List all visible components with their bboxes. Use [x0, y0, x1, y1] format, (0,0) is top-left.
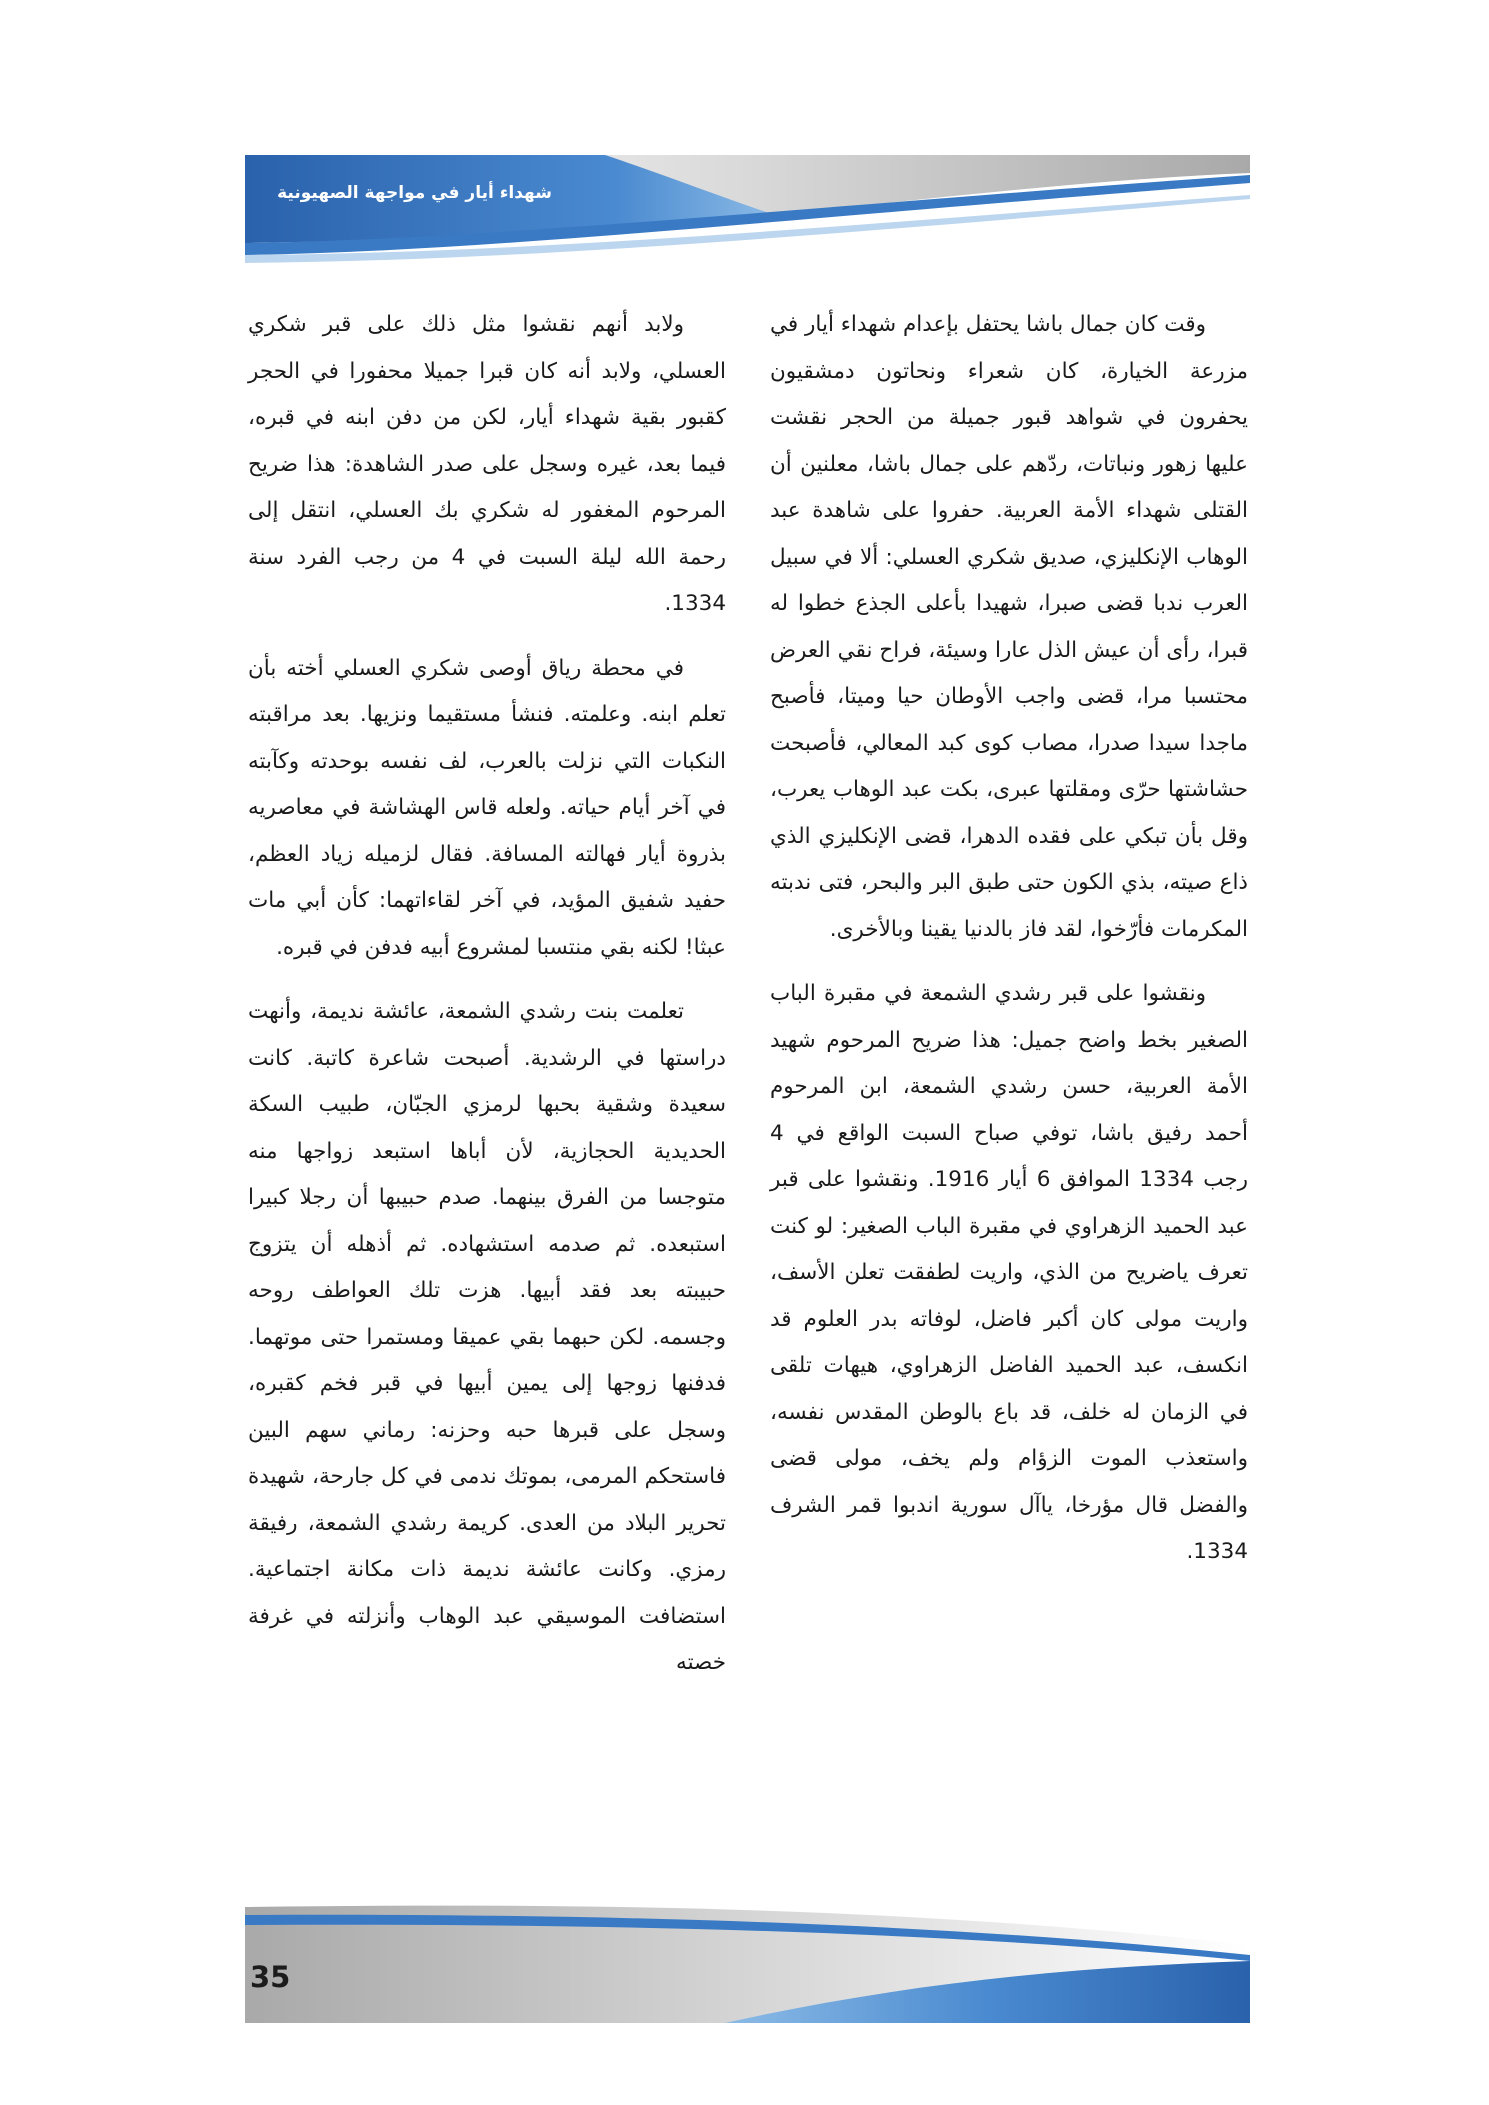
footer-band: [245, 1895, 1250, 2023]
header-title: شهداء أيار في مواجهة الصهيونية: [277, 183, 552, 203]
left-paragraph-1: ولابد أنهم نقشوا مثل ذلك على قبر شكري العسلي، ولابد أنه كان قبرا جميلا محفورا في الحجر كقبور بقية شهداء أيار، لكن من دفن ابنه في قبره، فيما بعد، غيره وسجل على صدر الشاهدة: هذا ضريح المرحوم المغفور له شكري بك العسلي، انتقل إلى رحمة الله ليلة السبت في 4 من رجب الفرد سنة 1334.: [248, 312, 727, 616]
left-paragraph-2: في محطة رياق أوصى شكري العسلي أخته بأن تعلم ابنه. وعلمته. فنشأ مستقيما ونزيها. بعد مراقبته النكبات التي نزلت بالعرب، لف نفسه بوحدته وكآبته في آخر أيام حياته. ولعله قاس الهشاشة في معاصريه بذروة أيار فهالته المسافة. فقال لزميله زياد العظم، حفيد شفيق المؤيد، في آخر لقاءاتهما: كأن أبي مات عبثا! لكنه بقي منتسبا لمشروع أبيه فدفن في قبره.: [248, 655, 726, 960]
left-paragraph-3: تعلمت بنت رشدي الشمعة، عائشة نديمة، وأنهت دراستها في الرشدية. أصبحت شاعرة كاتبة. كانت سعيدة وشقية بحبها لرمزي الجبّان، طبيب السكة الحديدية الحجازية، لأن أباها استبعد زواجها منه متوجسا من الفرق بينهما. صدم حبيبها أن رجلا كبيرا استبعده. ثم صدمه استشهاده. ثم أذهله أن يتزوج حبيبته بعد فقد أبيها. هزت تلك العواطف روحه وجسمه. لكن حبهما بقي عميقا ومستمرا حتى موتهما. فدفنها زوجها إلى يمين أبيها في قبر فخم كقبره، وسجل على قبرها حبه وحزنه: رماني سهم البين فاستحكم المرمى، بموتك ندمى في كل جارحة، شهيدة تحرير البلاد من العدى. كريمة رشدي الشمعة، رفيقة رمزي. وكانت عائشة نديمة ذات مكانة اجتماعية. استضافت الموسيقي عبد الوهاب وأنزلته في غرفة خصته: [248, 999, 726, 1675]
right-column: [770, 302, 1248, 1576]
right-paragraph-1: وقت كان جمال باشا يحتفل بإعدام شهداء أيار في مزرعة الخيارة، كان شعراء ونحاتون دمشقيون يحفرون في شواهد قبور جميلة من الحجر نقشت عليها زهور ونباتات، ردّهم على جمال باشا، معلنين أن القتلى شهداء الأمة العربية. حفروا على شاهدة عبد الوهاب الإنكليزي، صديق شكري العسلي: ألا في سبيل العرب ندبا قضى صبرا، شهيدا بأعلى الجذع خطوا له قبرا، رأى أن عيش الذل عارا وسيئة، فراح نقي العرض محتسبا مرا، قضى واجب الأوطان حيا وميتا، فأصبح ماجدا سيدا صدرا، مصاب كوى كبد المعالي، فأصبحت حشاشتها حرّى ومقلتها عبرى، بكت عبد الوهاب يعرب، وقل بأن تبكي على فقده الدهرا، قضى الإنكليزي الذي ذاع صيته، بذي الكون حتى طبق البر والبحر، فتى ندبته المكرمات فأرّخوا، لقد فاز بالدنيا يقينا وبالأخرى.: [770, 312, 1248, 942]
header-band: [245, 155, 1250, 265]
page-number: 35: [250, 1960, 291, 1994]
right-paragraph-2: ونقشوا على قبر رشدي الشمعة في مقبرة الباب الصغير بخط واضح جميل: هذا ضريح المرحوم شهيد الأمة العربية، حسن رشدي الشمعة، ابن المرحوم أحمد رفيق باشا، توفي صباح السبت الواقع في 4 رجب 1334 الموافق 6 أيار 1916. ونقشوا على قبر عبد الحميد الزهراوي في مقبرة الباب الصغير: لو كنت تعرف ياضريح من الذي، واريت لطفقت تعلن الأسف، واريت مولى كان أكبر فاضل، لوفاته بدر العلوم قد انكسف، عبد الحميد الفاضل الزهراوي، هيهات تلقى في الزمان له خلف، قد باع بالوطن المقدس نفسه، واستعذب الموت الزؤام ولم يخف، مولى قضى والفضل قال مؤرخا، ياآل سورية اندبوا قمر الشرف 1334.: [770, 981, 1248, 1564]
left-column: [248, 302, 726, 1687]
